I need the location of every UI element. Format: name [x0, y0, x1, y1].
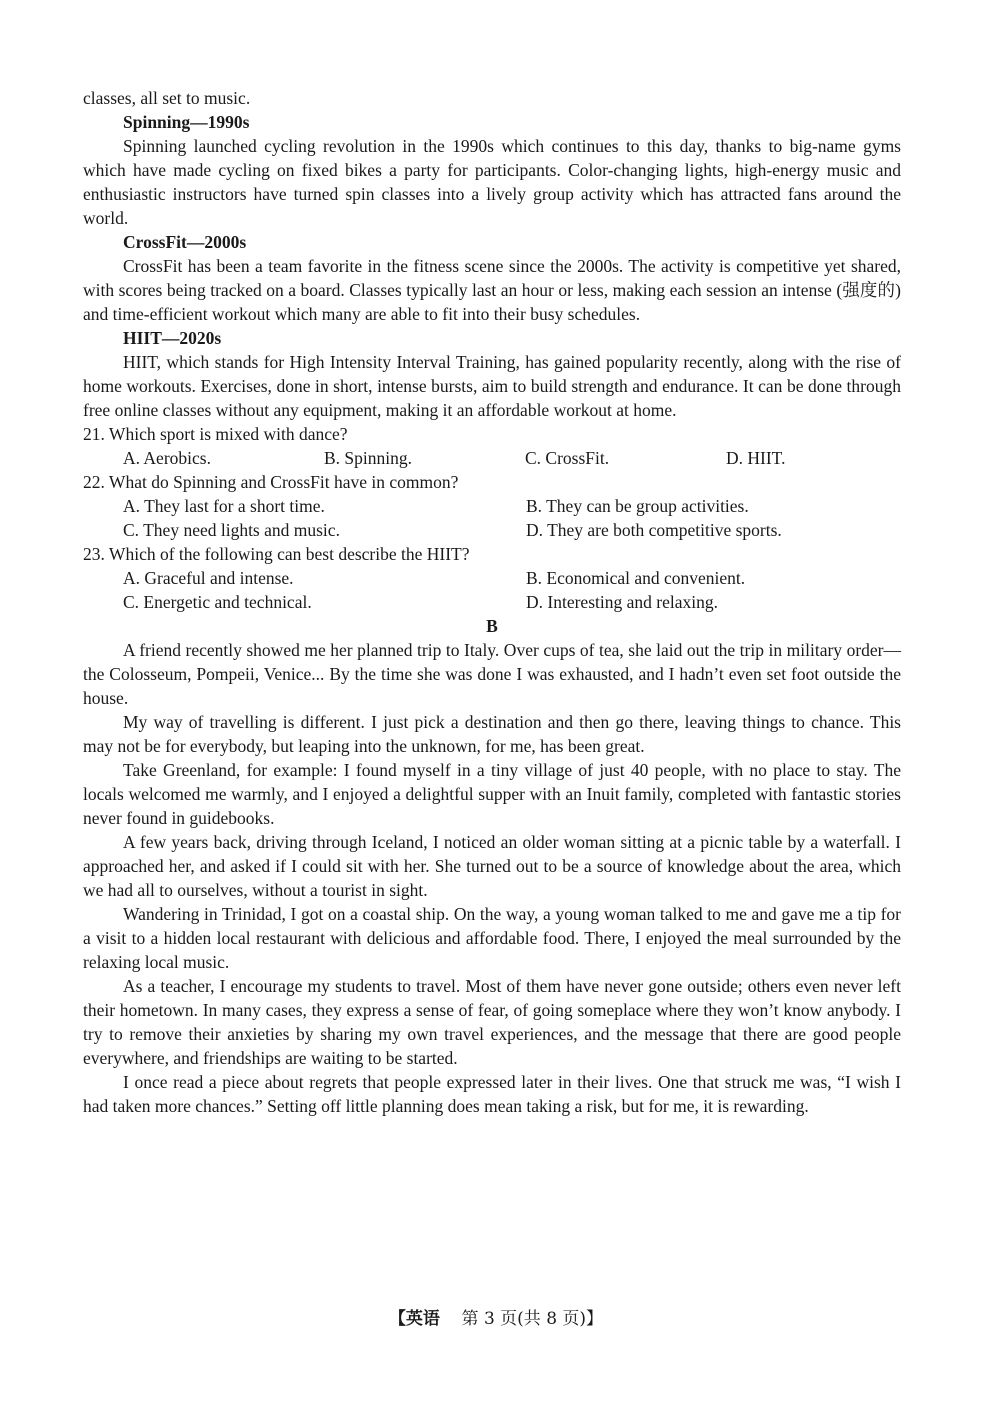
- section-text-hiit: HIIT, which stands for High Intensity Interval Training, has gained popularity recently, along with the rise of home workouts. Exercises, done in short, intense bursts, aim to build strength and endurance. It can be done through free online classes without any equipment, making it an affordable workout at home.: [83, 352, 901, 420]
- question-22-options: [123, 494, 901, 542]
- question-22-option-a: A. They last for a short time.: [123, 496, 325, 516]
- question-21-option-c: C. CrossFit.: [525, 448, 610, 468]
- passage-b-paragraph-1: A friend recently showed me her planned trip to Italy. Over cups of tea, she laid out the trip in military order—the Colosseum, Pompeii, Venice... By the time she was done I was exhausted, and I hadn’t even set foot outside the house.: [83, 640, 901, 708]
- passage-b-paragraph-5: Wandering in Trinidad, I got on a coastal ship. On the way, a young woman talked to me and gave me a tip for a visit to a hidden local restaurant with delicious and affordable food. There, I enjoyed the meal surrounded by the relaxing local music.: [83, 904, 901, 972]
- question-21-option-b: B. Spinning.: [324, 448, 413, 468]
- question-23-option-c: C. Energetic and technical.: [123, 592, 312, 612]
- section-text-crossfit: CrossFit has been a team favorite in the fitness scene since the 2000s. The activity is competitive yet shared, with scores being tracked on a board. Classes typically last an hour or less, making each session an intense (强度的) and time-efficient workout which many are able to fit into their busy schedules.: [83, 256, 901, 324]
- passage-b-paragraph-7: I once read a piece about regrets that people expressed later in their lives. One that struck me was, “I wish I had taken more chances.” Setting off little planning does mean taking a risk, but for me, it is rewarding.: [83, 1072, 901, 1116]
- passage-b-paragraph-6: As a teacher, I encourage my students to travel. Most of them have never gone outside; others even never left their hometown. In many cases, they express a sense of fear, of going someplace where they won’t know anybody. I try to remove their anxieties by sharing my own travel experiences, and the message that there are good people everywhere, and friendships are waiting to be started.: [83, 976, 901, 1068]
- question-23-option-a: A. Graceful and intense.: [123, 568, 294, 588]
- question-21-option-a: A. Aerobics.: [123, 448, 211, 468]
- passage-b-paragraph-3: Take Greenland, for example: I found myself in a tiny village of just 40 people, with no place to stay. The locals welcomed me warmly, and I enjoyed a delightful supper with an Inuit family, completed with fantastic stories never found in guidebooks.: [83, 760, 901, 828]
- section-heading-crossfit: CrossFit—2000s: [123, 232, 247, 252]
- page-footer: [0, 1304, 992, 1329]
- question-21-option-d: D. HIIT.: [726, 448, 786, 468]
- question-23-stem: 23. Which of the following can best describe the HIIT?: [83, 544, 470, 564]
- question-22-option-c: C. They need lights and music.: [123, 520, 340, 540]
- passage-b-paragraph-4: A few years back, driving through Iceland, I noticed an older woman sitting at a picnic table by a waterfall. I approached her, and asked if I could sit with her. She turned out to be a source of knowledge about the area, which we had all to ourselves, without a tourist in sight.: [83, 832, 901, 900]
- question-22-stem: 22. What do Spinning and CrossFit have in common?: [83, 472, 459, 492]
- section-heading-spinning: Spinning—1990s: [123, 112, 250, 132]
- question-21-options: [123, 446, 901, 470]
- section-text-spinning: Spinning launched cycling revolution in the 1990s which continues to this day, thanks to big-name gyms which have made cycling on fixed bikes a party for participants. Color-changing lights, high-energy music and enthusiastic instructors have turned spin classes into a lively group activity which has attracted fans around the world.: [83, 136, 901, 228]
- question-23-options: [123, 566, 901, 614]
- question-21-stem: 21. Which sport is mixed with dance?: [83, 424, 348, 444]
- section-heading-hiit: HIIT—2020s: [123, 328, 222, 348]
- question-23-option-b: B. Economical and convenient.: [526, 568, 746, 588]
- passage-b-paragraph-2: My way of travelling is different. I just pick a destination and then go there, leaving things to chance. This may not be for everybody, but leaping into the unknown, for me, has been great.: [83, 712, 901, 756]
- question-22-option-b: B. They can be group activities.: [526, 496, 749, 516]
- passage-a-intro-tail: classes, all set to music.: [83, 88, 251, 108]
- question-23-option-d: D. Interesting and relaxing.: [526, 592, 718, 612]
- footer-subject: 【英语: [388, 1309, 440, 1329]
- passage-b-label: B: [486, 616, 498, 636]
- footer-page-info: 第 3 页(共 8 页)】: [461, 1309, 604, 1329]
- question-22-option-d: D. They are both competitive sports.: [526, 520, 782, 540]
- exam-page: [83, 86, 901, 1118]
